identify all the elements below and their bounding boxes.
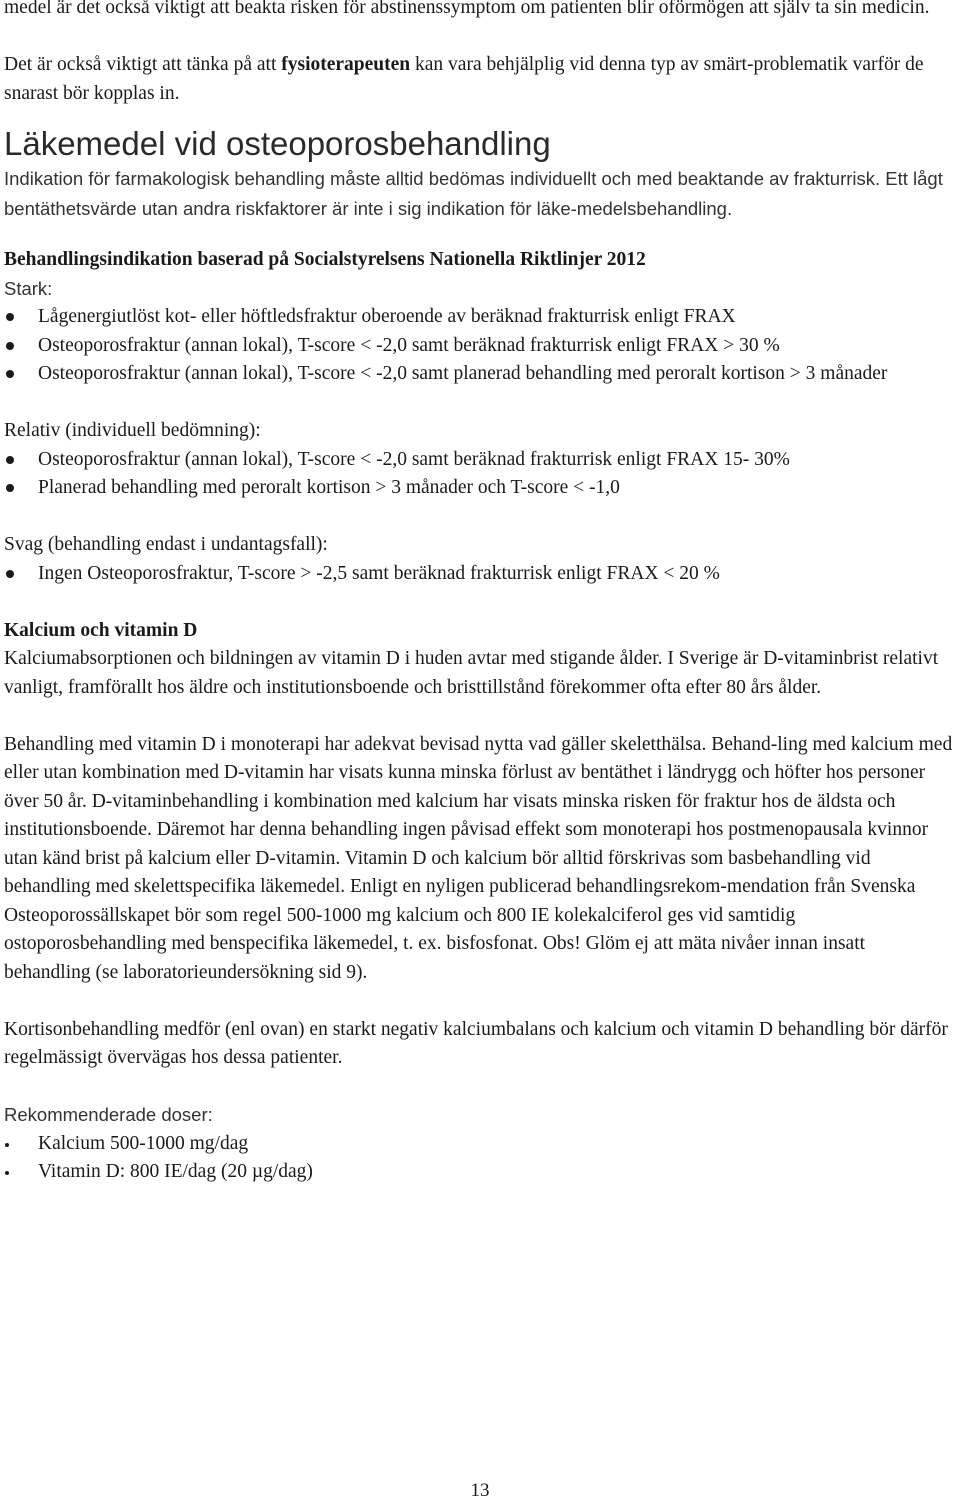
calcium-title-text: Kalcium och vitamin D (4, 619, 198, 641)
intro-p2-text: Det är också viktigt att tänka på att (4, 54, 282, 75)
intro-paragraph-1: medel är det också viktigt att beakta risken för abstinenssymptom om patienten blir oförmögen att själv ta sin medicin. (4, 0, 930, 18)
doses-list (4, 1130, 954, 1187)
page-number: 13 (470, 1480, 490, 1501)
list-item: Lågenergiutlöst kot- eller höftledsfraktur oberoende av beräknad frakturrisk enligt FRAX (4, 303, 954, 332)
list-item: Ingen Osteoporosfraktur, T-score > -2,5 samt beräknad frakturrisk enligt FRAX < 20 % (4, 560, 954, 589)
relative-list (4, 446, 954, 503)
intro-p2-bold: fysioterapeuten (281, 54, 411, 75)
strong-list (4, 303, 954, 389)
section-intro-paragraph: Indikation för farmakologisk behandling måste alltid bedömas individuellt och med beaktande av frakturrisk. Ett lågt bentäthetsvärde utan andra riskfaktorer är inte i sig indikation för läke-medelsbehandling. (4, 168, 943, 219)
calcium-paragraph-1: Kalciumabsorptionen och bildningen av vitamin D i huden avtar med stigande ålder. I Sverige är D-vitaminbrist relativt vanligt, framförallt hos äldre och institutionsboende och bristtillstånd förekommer ofta efter 80 års ålder. (4, 648, 939, 698)
calcium-paragraph-3: Kortisonbehandling medför (enl ovan) en starkt negativ kalciumbalans och kalcium och vitamin D behandling bör därför regelmässigt övervägas hos dessa patienter. (4, 1018, 948, 1068)
doses-label: Rekommenderade doser: (4, 1104, 213, 1125)
intro-paragraph-2 (4, 51, 954, 108)
calcium-title (4, 617, 954, 646)
indication-title (4, 246, 954, 275)
weak-list (4, 560, 954, 589)
document-page (4, 0, 954, 1187)
indication-title-text: Behandlingsindikation baserad på Socialstyrelsens Nationella Riktlinjer 2012 (4, 249, 646, 270)
weak-label: Svag (behandling endast i undantagsfall): (4, 534, 328, 555)
strong-label: Stark: (4, 277, 53, 299)
intro-p2-text-end: kan vara behjälplig vid denna typ av smärt-problematik varför de snarast bör kopplas in. (4, 54, 924, 104)
list-item: Kalcium 500-1000 mg/dag (4, 1130, 954, 1159)
list-item: Vitamin D: 800 IE/dag (20 µg/dag) (4, 1158, 954, 1187)
list-item: Osteoporosfraktur (annan lokal), T-score < -2,0 samt beräknad frakturrisk enligt FRAX > 30 % (4, 332, 954, 361)
calcium-paragraph-2: Behandling med vitamin D i monoterapi har adekvat bevisad nytta vad gäller skeletthälsa. Behand-ling med kalcium med eller utan kombination med D-vitamin har visats kunna minska förlust av bentäthet i ländrygg och höfter hos personer över 50 år. D-vitaminbehandling i kombination med kalcium har visats minska risken för fraktur hos de äldsta och institutionsboende. Däremot har denna behandling ingen påvisad effekt som monoterapi hos postmenopausala kvinnor utan känd brist på kalcium eller D-vitamin. Vitamin D och kalcium bör alltid förskrivas som basbehandling vid behandling med skelettspecifika läkemedel. Enligt en nyligen publicerad behandlingsrekom-mendation från Svenska Osteoporossällskapet bör som regel 500-1000 mg kalcium och 800 IE kolekalciferol ges vid samtidig ostoporosbehandling med benspecifika läkemedel, t. ex. bisfosfonat. Obs! Glöm ej att mäta nivåer innan insatt behandling (se laboratorieundersökning sid 9). (4, 733, 953, 983)
list-item: Planerad behandling med peroralt kortison > 3 månader och T-score < -1,0 (4, 474, 954, 503)
list-item: Osteoporosfraktur (annan lokal), T-score < -2,0 samt planerad behandling med peroralt kortison > 3 månader (4, 360, 954, 389)
list-item: Osteoporosfraktur (annan lokal), T-score < -2,0 samt beräknad frakturrisk enligt FRAX 15- 30% (4, 446, 954, 475)
section-heading: Läkemedel vid osteoporosbehandling (4, 125, 551, 162)
relative-label: Relativ (individuell bedömning): (4, 420, 261, 441)
